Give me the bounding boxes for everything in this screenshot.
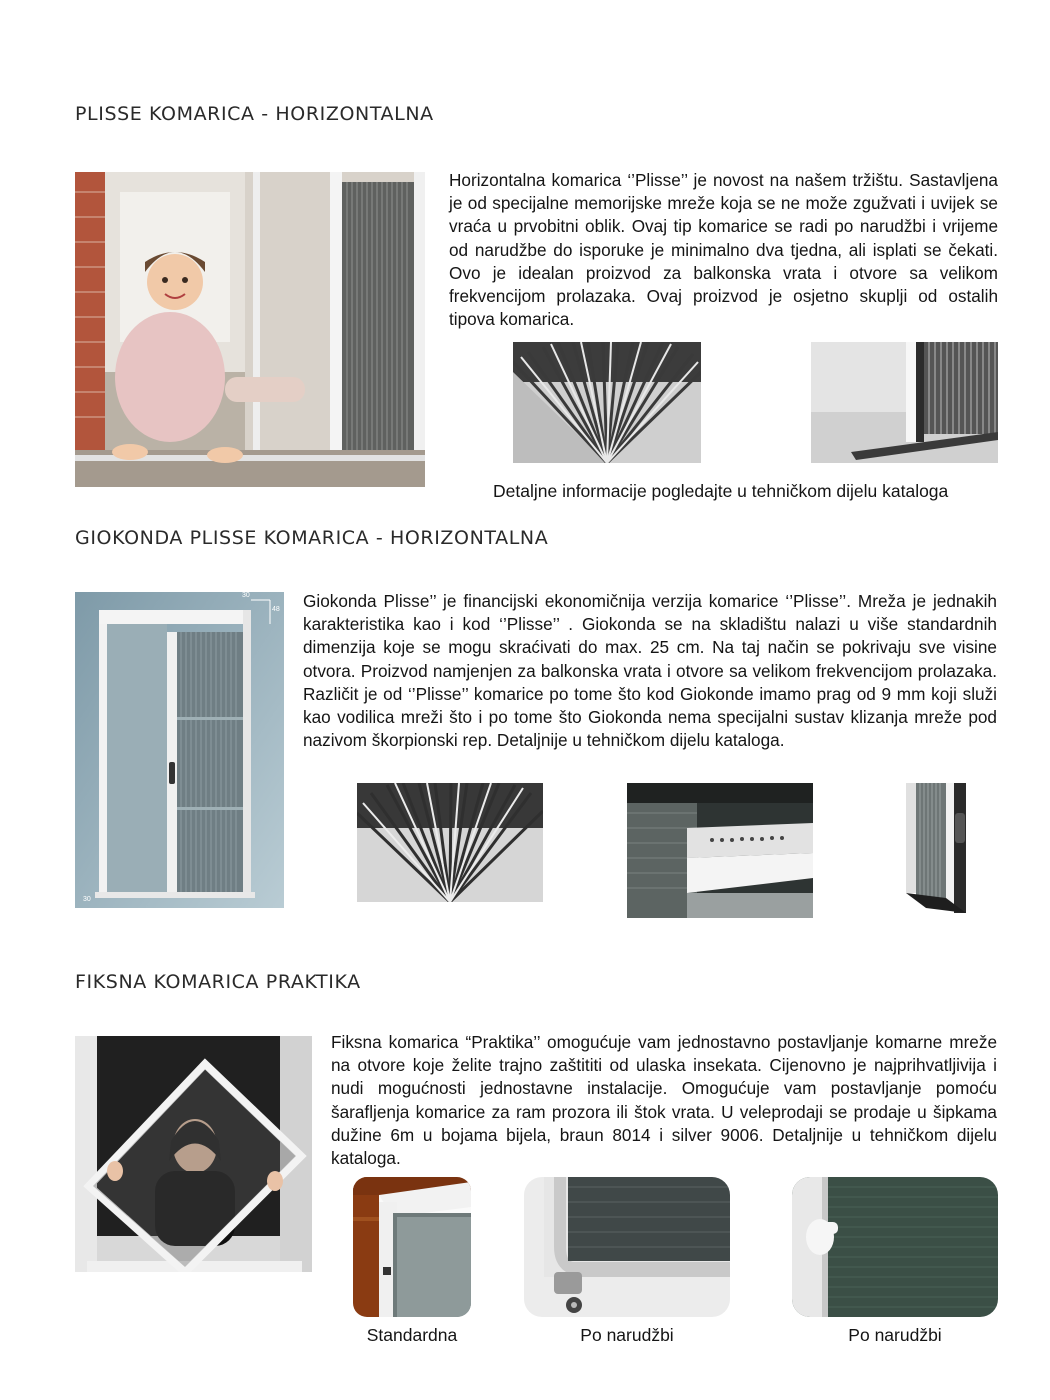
section-title-plisse: PLISSE KOMARICA - HORIZONTALNA [75,103,434,125]
photo-giokonda-pleats [357,783,543,902]
section3-description: Fiksna komarica “Praktika’’ omogućuje vam jednostavno postavljanje komarne mreže na otvore koje želite trajno zaštititi od ulaska insekata. Cijenovno je najprihvatljivija i nudi mogućnosti jednostavne instalacije. Omogućuje vam postavljanje pomoću šarafljenja komarice za ram prozora ili štok vrata. U veleprodaji se prodaje u šipkama dužine 6m u bojama bijela, braun 8014 i silver 9006. Detaljnije u tehničkom dijelu kataloga. [331,1032,997,1169]
section1-description: Horizontalna komarica ‘’Plisse’’ je novost na našem tržištu. Sastavljena je od specijalne memorijske mreže koja se ne može zgužvati i uvijek se vraća u prvobitni oblik. Ovaj tip komarice se radi po narudžbi i vrijeme od narudžbe do isporuke je minimalno dva tjedna, ali isplati se čekati. Ovo je idealan proizvod za balkonska vrata i otvore sa velikom frekvencijom prolazaka. Ovaj proizvod je osjetno skuplji od ostalih tipova komarica. [449,170,998,330]
photo-pleated-mesh-closeup [513,342,701,463]
caption-po-narudzbi-1: Po narudžbi [580,1325,674,1345]
photo-plisse-threshold [811,342,998,463]
photo-praktika-standard [353,1177,471,1317]
photo-praktika-order-clip [792,1177,998,1317]
section-title-giokonda: GIOKONDA PLISSE KOMARICA - HORIZONTALNA [75,527,549,549]
photo-praktika-order-corner [524,1177,730,1317]
diagram-dim-bottom: 30 [83,896,91,903]
section1-caption: Detaljne informacije pogledajte u tehničkom dijelu kataloga [493,481,949,501]
photo-giokonda-profile [906,783,968,918]
photo-woman-with-frame [75,1036,312,1272]
photo-giokonda-door-diagram [75,592,284,908]
photo-girl-plisse-door [75,172,425,487]
diagram-dim-top: 30 [242,592,250,599]
section-title-praktika: FIKSNA KOMARICA PRAKTIKA [75,971,361,993]
diagram-dim-side: 48 [272,606,280,613]
caption-po-narudzbi-2: Po narudžbi [848,1325,942,1345]
caption-standardna: Standardna [366,1325,458,1345]
section2-description: Giokonda Plisse’’ je financijski ekonomičnija verzija komarice ‘’Plisse’’. Mreža je jednakih karakteristika kao i kod ‘’Plisse’’ . Giokonda se na skladištu nalazi u više standardnih dimenzija koje se mogu skraćivati do max. 25 cm. Na taj način se pokrivaju sve visine otvora. Proizvod namjenjen za balkonska vrata i otvore sa velikom frekvencijom prolazaka. Različit je od ‘’Plisse’’ komarice po tome što kod Giokonde imamo prag od 9 mm koji služi kao vodilica mreži što i po tome što Giokonda nema specijalni sustav klizanja mreže pod nazivom škorpionski rep. Detaljnije u tehničkom dijelu kataloga. [303,591,997,751]
photo-giokonda-rail [627,783,813,918]
